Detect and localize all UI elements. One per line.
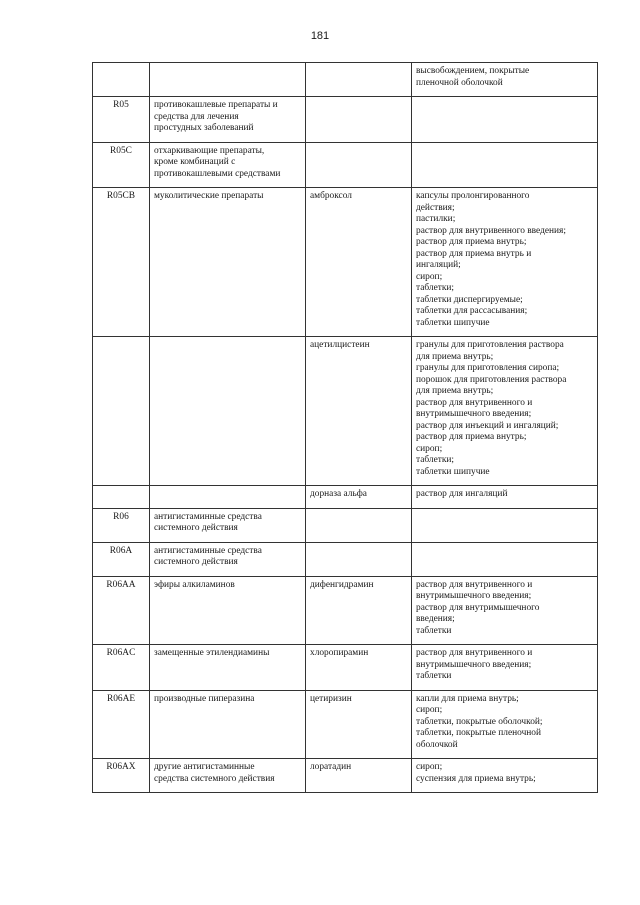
dosage-forms-cell: раствор для ингаляций [412, 486, 598, 509]
table-row [93, 576, 598, 645]
group-name-cell [150, 337, 306, 486]
dosage-forms-cell: капли для приема внутрь; сироп; таблетки, покрытые оболочкой; таблетки, покрытые пленочной оболочкой [412, 690, 598, 759]
atc-code-cell: R05CB [93, 188, 150, 337]
atc-code-cell: R06A [93, 542, 150, 576]
dosage-forms-cell: капсулы пролонгированного действия; пастилки; раствор для внутривенного введения; раствор для приема внутрь; раствор для приема внутрь и ингаляций; сироп; таблетки; таблетки диспергируемые; таблетки для рассасывания; таблетки шипучие [412, 188, 598, 337]
table-body [93, 63, 598, 793]
drug-name-cell: дорназа альфа [306, 486, 412, 509]
group-name-cell: муколитические препараты [150, 188, 306, 337]
drug-name-cell [306, 542, 412, 576]
atc-code-cell: R06AA [93, 576, 150, 645]
group-name-cell: антигистаминные средства системного действия [150, 508, 306, 542]
table-row [93, 542, 598, 576]
atc-code-cell [93, 63, 150, 97]
atc-code-cell [93, 337, 150, 486]
group-name-cell: отхаркивающие препараты, кроме комбинаций с противокашлевыми средствами [150, 142, 306, 188]
drug-name-cell [306, 63, 412, 97]
table-row [93, 97, 598, 143]
table-row [93, 508, 598, 542]
dosage-forms-cell [412, 508, 598, 542]
atc-code-cell: R05C [93, 142, 150, 188]
dosage-forms-cell: раствор для внутривенного и внутримышечного введения; раствор для внутримышечного введения; таблетки [412, 576, 598, 645]
atc-code-cell: R06AE [93, 690, 150, 759]
table-row [93, 759, 598, 793]
drug-name-cell [306, 508, 412, 542]
drug-name-cell: амброксол [306, 188, 412, 337]
drug-name-cell [306, 97, 412, 143]
atc-code-cell [93, 486, 150, 509]
group-name-cell: замещенные этилендиамины [150, 645, 306, 691]
atc-code-cell: R06 [93, 508, 150, 542]
group-name-cell [150, 63, 306, 97]
group-name-cell: эфиры алкиламинов [150, 576, 306, 645]
drug-name-cell [306, 142, 412, 188]
group-name-cell: другие антигистаминные средства системного действия [150, 759, 306, 793]
drug-name-cell: лоратадин [306, 759, 412, 793]
atc-code-cell: R06AX [93, 759, 150, 793]
dosage-forms-cell [412, 542, 598, 576]
drug-name-cell: дифенгидрамин [306, 576, 412, 645]
dosage-forms-cell: сироп; суспензия для приема внутрь; [412, 759, 598, 793]
page-number: 181 [310, 30, 330, 42]
table-row [93, 486, 598, 509]
group-name-cell: противокашлевые препараты и средства для лечения простудных заболеваний [150, 97, 306, 143]
group-name-cell [150, 486, 306, 509]
table-row [93, 188, 598, 337]
drug-name-cell: ацетилцистеин [306, 337, 412, 486]
drug-name-cell: хлоропирамин [306, 645, 412, 691]
drug-name-cell: цетиризин [306, 690, 412, 759]
table-row [93, 645, 598, 691]
atc-code-cell: R06AC [93, 645, 150, 691]
table-row [93, 690, 598, 759]
group-name-cell: производные пиперазина [150, 690, 306, 759]
dosage-forms-cell [412, 142, 598, 188]
group-name-cell: антигистаминные средства системного действия [150, 542, 306, 576]
table-row [93, 337, 598, 486]
table-row [93, 63, 598, 97]
table-row [93, 142, 598, 188]
atc-code-cell: R05 [93, 97, 150, 143]
dosage-forms-cell: раствор для внутривенного и внутримышечного введения; таблетки [412, 645, 598, 691]
drug-table [92, 62, 598, 793]
dosage-forms-cell: гранулы для приготовления раствора для приема внутрь; гранулы для приготовления сиропа; порошок для приготовления раствора для приема внутрь; раствор для внутривенного и внутримышечного введения; раствор для инъекций и ингаляций; раствор для приема внутрь; сироп; таблетки; таблетки шипучие [412, 337, 598, 486]
dosage-forms-cell [412, 97, 598, 143]
dosage-forms-cell: высвобождением, покрытые пленочной оболочкой [412, 63, 598, 97]
